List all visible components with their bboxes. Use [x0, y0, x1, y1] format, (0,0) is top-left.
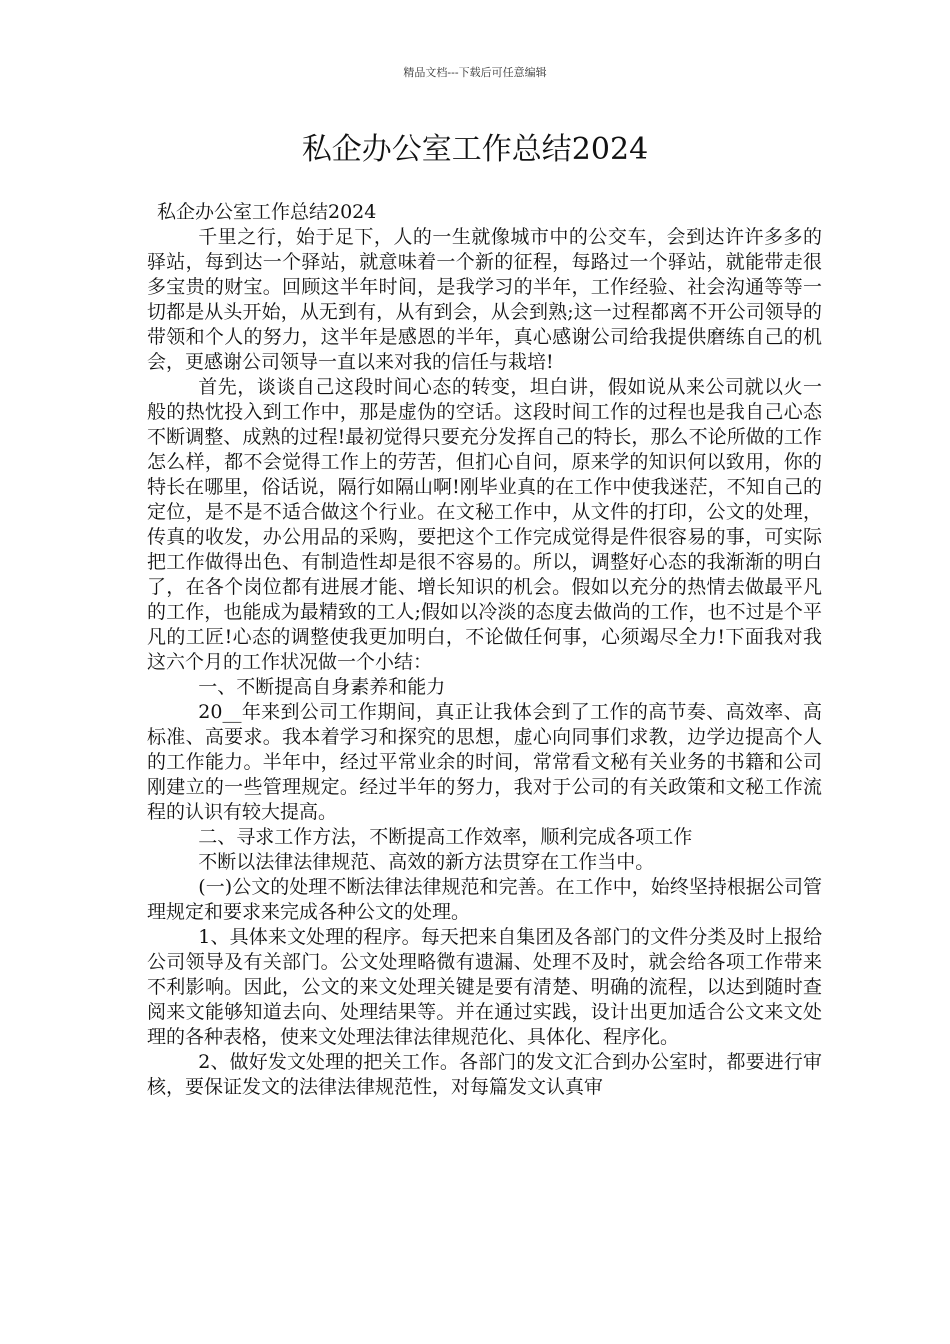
document-body: [147, 200, 822, 1100]
paragraph: 首先，谈谈自己这段时间心态的转变，坦白讲，假如说从来公司就以火一般的热忱投入到工作中，那是虚伪的空话。这段时间工作的过程也是我自己心态不断调整、成熟的过程!最初觉得只要充分发挥自己的特长，那么不论所做的工作怎么样，都不会觉得工作上的劳苦，但扪心自问，原来学的知识何以致用，你的特长在哪里，俗话说，隔行如隔山啊!刚毕业真的在工作中使我迷茫，不知自己的定位，是不是不适合做这个行业。在文秘工作中，从文件的打印，公文的处理，传真的收发，办公用品的采购，要把这个工作完成觉得是件很容易的事，可实际把工作做得出色、有制造性却是很不容易的。所以，调整好心态的我渐渐的明白了，在各个岗位都有进展才能、增长知识的机会。假如以充分的热情去做最平凡的工作，也能成为最精致的工人;假如以冷淡的态度去做尚的工作，也不过是个平凡的工匠!心态的调整使我更加明白，不论做任何事，心须竭尽全力!下面我对我这六个月的工作状况做一个小结：: [147, 376, 822, 673]
paragraph: 不断以法律法律规范、高效的新方法贯穿在工作当中。: [198, 851, 655, 873]
paragraph: 1、具体来文处理的程序。每天把来自集团及各部门的文件分类及时上报给公司领导及有关部门。公文处理略微有遗漏、处理不及时，就会给各项工作带来不利影响。因此，公文的来文处理关键是要有清楚、明确的流程，以达到随时查阅来文能够知道去向、处理结果等。并在通过实践，设计出更加适合公文来文处理的各种表格，使来文处理法律法律规范化、具体化、程序化。: [147, 926, 822, 1048]
document-subtitle: 私企办公室工作总结2024: [157, 201, 377, 223]
section-heading: 一、不断提高自身素养和能力: [198, 676, 446, 698]
paragraph: 20__年来到公司工作期间，真正让我体会到了工作的高节奏、高效率、高标准、高要求。我本着学习和探究的思想，虚心向同事们求教，边学边提高个人的工作能力。半年中，经过平常业余的时间，常常看文秘有关业务的书籍和公司刚建立的一些管理规定。经过半年的努力，我对于公司的有关政策和文秘工作流程的认识有较大提高。: [147, 701, 822, 823]
section-heading: 二、寻求工作方法，不断提高工作效率，顺利完成各项工作: [198, 826, 693, 848]
document-title: 私企办公室工作总结2024: [301, 132, 649, 167]
header-note: 精品文档---下载后可任意编辑: [403, 66, 547, 79]
paragraph: (一)公文的处理不断法律法律规范和完善。在工作中，始终坚持根据公司管理规定和要求来完成各种公文的处理。: [147, 876, 822, 923]
paragraph: 2、做好发文处理的把关工作。各部门的发文汇合到办公室时，都要进行审核，要保证发文的法律法律规范性，对每篇发文认真审: [147, 1051, 822, 1098]
paragraph: 千里之行，始于足下，人的一生就像城市中的公交车，会到达许许多多的驿站，每到达一个驿站，就意味着一个新的征程，每路过一个驿站，就能带走很多宝贵的财宝。回顾这半年时间，是我学习的半年，工作经验、社会沟通等等一切都是从头开始，从无到有，从有到会，从会到熟;这一过程都离不开公司领导的带领和个人的努力，这半年是感恩的半年，真心感谢公司给我提供磨练自己的机会，更感谢公司领导一直以来对我的信任与栽培!: [147, 226, 822, 373]
